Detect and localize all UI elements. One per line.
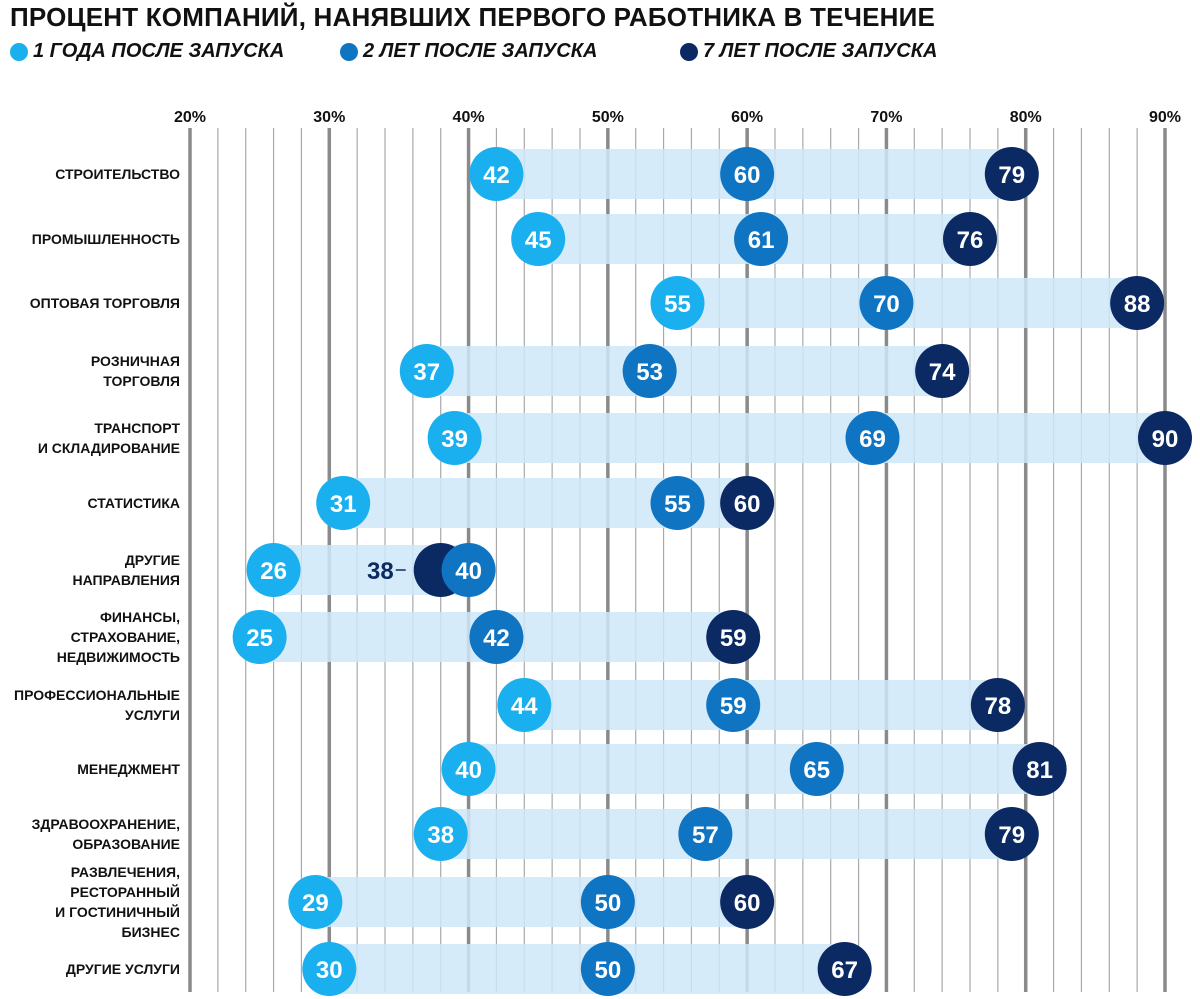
x-tick-label: 70% [870, 109, 903, 126]
x-tick-label: 40% [452, 109, 485, 126]
category-label-line: ПРОМЫШЛЕННОСТЬ [31, 231, 180, 247]
category-label-line: НЕДВИЖИМОСТЬ [56, 649, 180, 665]
category-label-line: БИЗНЕС [121, 924, 180, 940]
range-band [315, 877, 747, 927]
category-label [32, 231, 180, 247]
dot-year2-label: 53 [636, 359, 663, 386]
category-label [55, 166, 180, 182]
category-label [32, 816, 180, 852]
dot-year1-label: 45 [524, 227, 552, 254]
dot-year7-label: 60 [733, 890, 761, 917]
range-band [427, 346, 942, 396]
dot-year1-label: 40 [455, 757, 482, 784]
dot-year1-label: 26 [260, 558, 287, 585]
category-label-line: СТРАХОВАНИЕ, [70, 629, 180, 645]
dot-year2-label: 59 [719, 693, 747, 720]
dot-year7-label: 90 [1151, 426, 1179, 453]
category-label-line: ДРУГИЕ [124, 552, 180, 568]
dot-year1-label: 39 [441, 426, 468, 453]
dot-year2-label: 65 [803, 757, 831, 784]
dot-year7-label: 78 [984, 693, 1012, 720]
dot-year1-label: 31 [329, 491, 357, 518]
category-label-line: НАПРАВЛЕНИЯ [72, 572, 180, 588]
dot-year7-label: 67 [831, 957, 858, 984]
x-tick-label: 30% [313, 109, 346, 126]
dot-year2-label: 42 [483, 625, 510, 652]
dot-year7-label: 81 [1026, 757, 1053, 784]
category-label [91, 353, 180, 389]
dot-year7-label: 74 [928, 359, 956, 386]
category-label-line: И ГОСТИНИЧНЫЙ [55, 904, 180, 920]
category-label-line: РЕСТОРАННЫЙ [70, 884, 180, 900]
dot-year2-label: 57 [692, 822, 719, 849]
dot-year2-label: 61 [747, 227, 775, 254]
category-label-line: ТОРГОВЛЯ [103, 373, 180, 389]
dot-year7-label: 60 [733, 491, 761, 518]
dot-year1-label: 42 [483, 162, 510, 189]
category-label-line: УСЛУГИ [124, 707, 180, 723]
dot-year1-label: 37 [413, 359, 441, 386]
category-label [88, 495, 181, 511]
category-label-line: ТРАНСПОРТ [94, 420, 180, 436]
dot-year1-label: 38 [427, 822, 455, 849]
category-label-line: ЗДРАВООХРАНЕНИЕ, [31, 816, 180, 832]
x-tick-label: 90% [1148, 109, 1182, 126]
category-label [57, 609, 180, 665]
category-label-line: И СКЛАДИРОВАНИЕ [37, 440, 180, 456]
category-label [14, 687, 180, 723]
dot-year2-label: 70 [873, 291, 900, 318]
category-label-line: ОПТОВАЯ ТОРГОВЛЯ [29, 295, 180, 311]
legend-label-year2: 2 ЛЕТ ПОСЛЕ ЗАПУСКА [363, 40, 598, 62]
dot-year7-label: 59 [719, 625, 747, 652]
category-label-line: СТАТИСТИКА [87, 495, 180, 511]
category-label-line: ДРУГИЕ УСЛУГИ [65, 961, 180, 977]
dot-year7-label: 79 [998, 162, 1026, 189]
dot-year2-label: 50 [594, 957, 622, 984]
category-label [73, 552, 180, 588]
category-label-line: ПРОФЕССИОНАЛЬНЫЕ [14, 687, 180, 703]
dot-year7-label: 88 [1123, 291, 1151, 318]
category-label [30, 295, 180, 311]
dot-year2-label: 50 [594, 890, 622, 917]
category-label [55, 864, 180, 940]
category-label-line: РОЗНИЧНАЯ [90, 353, 180, 369]
range-band [455, 413, 1165, 463]
dot-year1-label: 30 [315, 957, 343, 984]
dot-year1-label: 55 [664, 291, 691, 318]
dot-year1-label: 29 [302, 890, 329, 917]
chart-title: ПРОЦЕНТ КОМПАНИЙ, НАНЯВШИХ ПЕРВОГО РАБОТНИКА В ТЕЧЕНИЕ [10, 2, 936, 32]
x-tick-label: 80% [1009, 109, 1042, 126]
category-label-line: ОБРАЗОВАНИЕ [72, 836, 180, 852]
x-tick-label: 50% [591, 109, 624, 126]
dot-year2-label: 40 [455, 558, 482, 585]
category-label [38, 420, 181, 456]
dot-year2-label: 60 [733, 162, 761, 189]
range-band [469, 744, 1040, 794]
x-tick-label: 60% [731, 109, 764, 126]
category-label [66, 961, 180, 977]
legend-label-year7: 7 ЛЕТ ПОСЛЕ ЗАПУСКА [703, 40, 938, 62]
category-label [77, 761, 180, 777]
range-band [524, 680, 998, 730]
dot-year7-label: 79 [998, 822, 1026, 849]
dot-year7-label: 38 [367, 558, 394, 585]
dot-year1-label: 25 [246, 625, 273, 652]
dot-year1-label: 44 [510, 693, 538, 720]
category-label-line: СТРОИТЕЛЬСТВО [55, 166, 180, 182]
dot-year2-label: 69 [859, 426, 886, 453]
category-label-line: ФИНАНСЫ, [99, 609, 180, 625]
category-label-line: РАЗВЛЕЧЕНИЯ, [70, 864, 180, 880]
legend-label-year1: 1 ГОДА ПОСЛЕ ЗАПУСКА [33, 40, 285, 62]
dot-year7-label: 76 [956, 227, 984, 254]
x-tick-label: 20% [173, 109, 207, 126]
category-label-line: МЕНЕДЖМЕНТ [77, 761, 180, 777]
dot-year2-label: 55 [664, 491, 691, 518]
